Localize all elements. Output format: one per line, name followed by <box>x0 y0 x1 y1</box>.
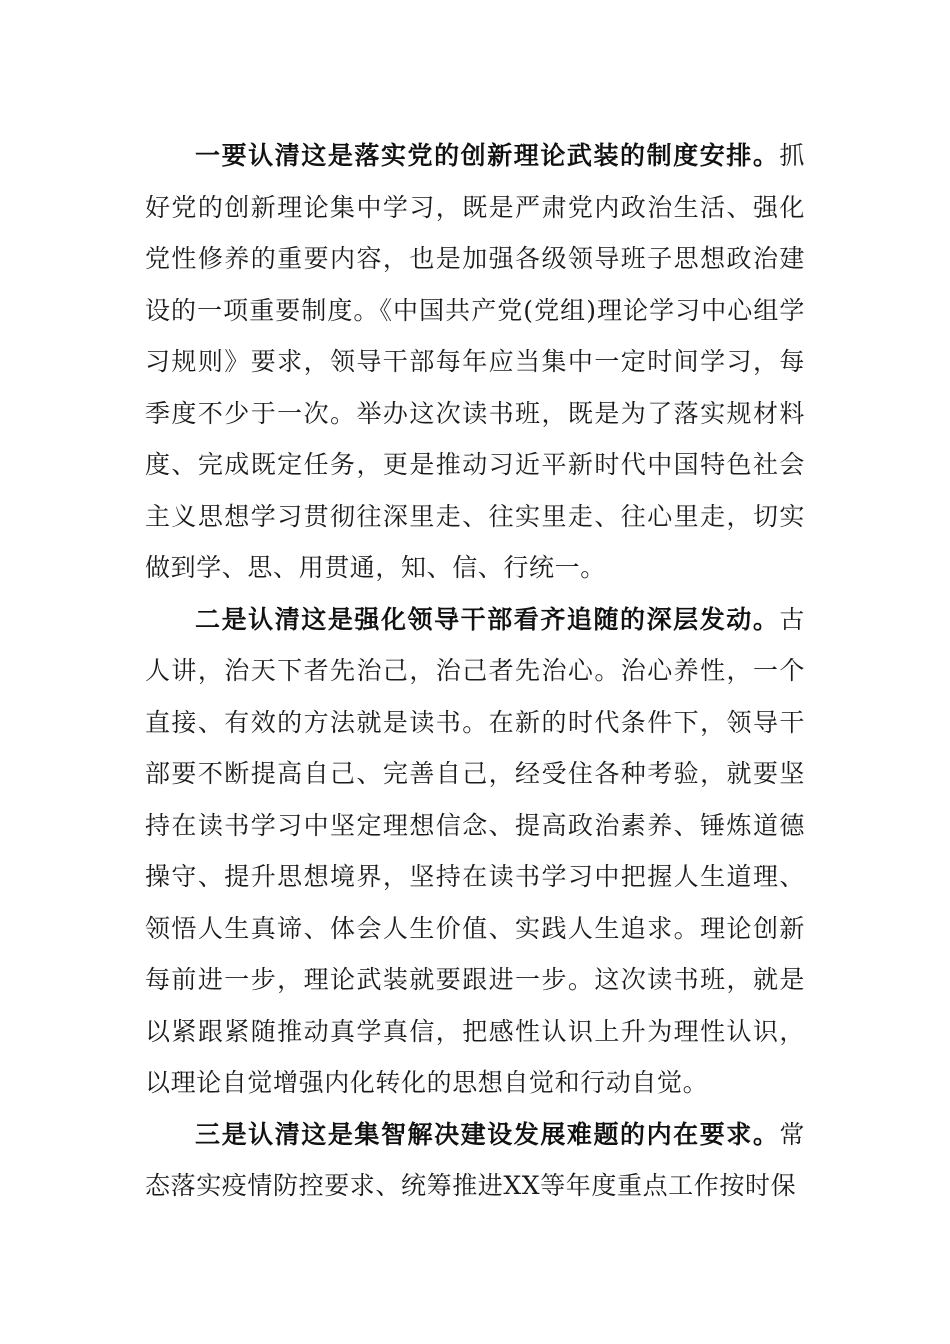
paragraph-1-body: 抓好党的创新理论集中学习，既是严肃党内政治生活、强化党性修养的重要内容，也是加强各级领导班子思想政治建设的一项重要制度。《中国共产党(党组)理论学习中心组学习规则》要求，领导干部每年应当集中一定时间学习，每季度不少于一次。举办这次读书班，既是为了落实规材料度、完成既定任务，更是推动习近平新时代中国特色社会主义思想学习贯彻往深里走、往实里走、往心里走，切实做到学、思、用贯通，知、信、行统一。 <box>145 141 805 582</box>
paragraph-3 <box>145 1109 805 1212</box>
paragraph-2-body: 古人讲，治天下者先治己，治己者先治心。治心养性，一个直接、有效的方法就是读书。在新的时代条件下，领导干部要不断提高自己、完善自己，经受住各种考验，就要坚持在读书学习中坚定理想信念、提高政治素养、锤炼道德操守、提升思想境界，坚持在读书学习中把握人生道理、领悟人生真谛、体会人生价值、实践人生追求。理论创新每前进一步，理论武装就要跟进一步。这次读书班，就是以紧跟紧随推动真学真信，把感性认识上升为理性认识，以理论自觉增强内化转化的思想自觉和行动自觉。 <box>145 604 805 1097</box>
document-page <box>145 130 805 1212</box>
paragraph-3-heading: 三是认清这是集智解决建设发展难题的内在要求。 <box>195 1119 780 1149</box>
paragraph-1 <box>145 130 805 594</box>
paragraph-1-heading: 一要认清这是落实党的创新理论武装的制度安排。 <box>195 141 780 170</box>
paragraph-2-heading: 二是认清这是强化领导干部看齐追随的深层发动。 <box>195 604 780 634</box>
paragraph-2 <box>145 594 805 1109</box>
paragraph-3-body: 常态落实疫情防控要求、统筹推进XX等年度重点工作按时保 <box>145 1119 805 1200</box>
